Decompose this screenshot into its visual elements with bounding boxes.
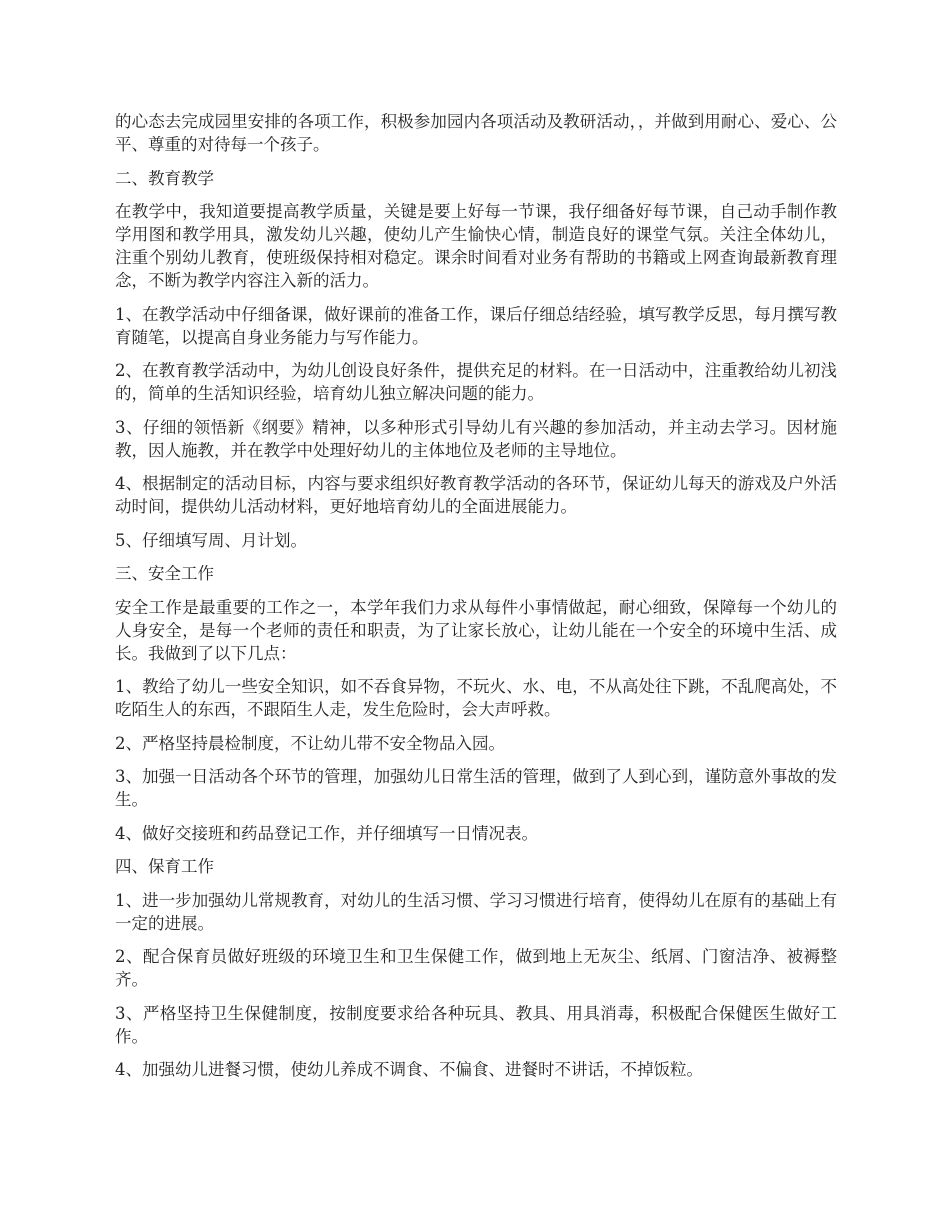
care-item-3: 3、严格坚持卫生保健制度，按制度要求给各种玩具、教具、用具消毒，积极配合保健医生做好工作。 — [115, 1003, 837, 1046]
care-item-1: 1、进一步加强幼儿常规教育，对幼儿的生活习惯、学习习惯进行培育，使得幼儿在原有的基础上有一定的进展。 — [115, 890, 837, 933]
document-page — [115, 110, 837, 1092]
section-heading-teaching: 二、教育教学 — [115, 168, 214, 188]
section-heading-safety: 三、安全工作 — [115, 564, 214, 583]
teaching-item-3: 3、仔细的领悟新《纲要》精神，以多种形式引导幼儿有兴趣的参加活动，并主动去学习。因材施教，因人施教，并在教学中处理好幼儿的主体地位及老师的主导地位。 — [115, 417, 837, 460]
teaching-item-2: 2、在教育教学活动中，为幼儿创设良好条件，提供充足的材料。在一日活动中，注重教给幼儿初浅的，简单的生活知识经验，培育幼儿独立解决问题的能力。 — [115, 361, 837, 403]
care-item-2: 2、配合保育员做好班级的环境卫生和卫生保健工作，做到地上无灰尘、纸屑、门窗洁净、被褥整齐。 — [115, 947, 837, 989]
safety-item-3: 3、加强一日活动各个环节的管理，加强幼儿日常生活的管理，做到了人到心到，谨防意外事故的发生。 — [115, 767, 837, 809]
safety-item-1: 1、教给了幼儿一些安全知识，如不吞食异物，不玩火、水、电，不从高处往下跳，不乱爬高处，不吃陌生人的东西，不跟陌生人走，发生危险时，会大声呼救。 — [115, 677, 837, 719]
teaching-item-4: 4、根据制定的活动目标，内容与要求组织好教育教学活动的各环节，保证幼儿每天的游戏及户外活动时间，提供幼儿活动材料，更好地培育幼儿的全面进展能力。 — [115, 474, 837, 516]
teaching-item-5: 5、仔细填写周、月计划。 — [115, 530, 307, 550]
safety-item-4: 4、做好交接班和药品登记工作，并仔细填写一日情况表。 — [115, 823, 538, 843]
teaching-item-1: 1、在教学活动中仔细备课，做好课前的准备工作，课后仔细总结经验，填写教学反思，每月撰写教育随笔，以提高自身业务能力与写作能力。 — [115, 304, 837, 347]
safety-paragraph: 安全工作是最重要的工作之一，本学年我们力求从每件小事情做起，耐心细致，保障每一个幼儿的人身安全，是每一个老师的责任和职责，为了让家长放心，让幼儿能在一个安全的环境中生活、成长。我做到了以下几点： — [115, 597, 837, 663]
safety-item-2: 2、严格坚持晨检制度，不让幼儿带不安全物品入园。 — [115, 733, 505, 753]
care-item-4: 4、加强幼儿进餐习惯，使幼儿养成不调食、不偏食、进餐时不讲话，不掉饭粒。 — [115, 1060, 703, 1079]
intro-paragraph: 的心态去完成园里安排的各项工作，积极参加园内各项活动及教研活动，，并做到用耐心、爱心、公平、尊重的对待每一个孩子。 — [115, 112, 837, 154]
section-heading-care: 四、保育工作 — [115, 857, 214, 876]
teaching-paragraph: 在教学中，我知道要提高教学质量，关键是要上好每一节课，我仔细备好每节课，自己动手制作教学用图和教学用具，激发幼儿兴趣，使幼儿产生愉快心情，制造良好的课堂气氛。关注全体幼儿，注重个别幼儿教育，使班级保持相对稳定。课余时间看对业务有帮助的书籍或上网查询最新教育理念，不断为教学内容注入新的活力。 — [115, 202, 837, 290]
